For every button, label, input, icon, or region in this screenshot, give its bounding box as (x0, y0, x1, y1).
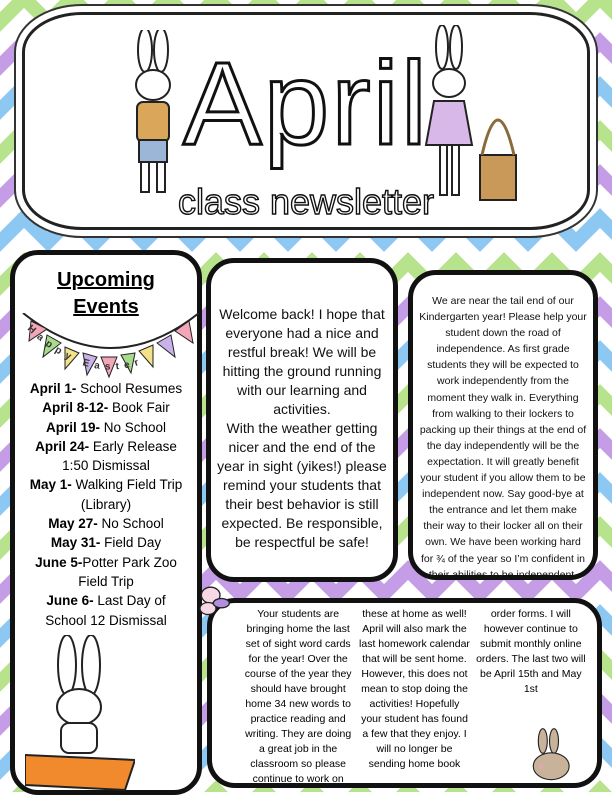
event-item: April 24- Early Release 1:50 Dismissal (35, 438, 177, 474)
newsletter-subtitle: class newsletter (177, 181, 435, 222)
event-item: April 19- No School (45, 419, 167, 435)
behavior-text: With the weather getting nicer and the end of the year in sight (yikes!) please remind your students that their best behavior is still expected. Be responsible, be respectful be safe! (217, 420, 387, 550)
welcome-box (206, 258, 398, 582)
sight-words-col2: these at home as well! April will also mark the last homework calendar that will be sent home. However, this does not mean to stop doing the activities! Hopefully your student has found a few that they enjoy. I will no longer be sending home book (359, 608, 470, 770)
girl-bunny-illustration (420, 25, 540, 215)
event-item: May 1- Walking Field Trip (Library) (29, 477, 183, 512)
boy-bunny-illustration (113, 30, 193, 205)
events-heading-line2: Events (73, 296, 139, 318)
butterfly-illustration (196, 583, 236, 620)
event-item: April 1- School Resumes (29, 381, 183, 396)
independence-text: We are near the tail end of our Kindergarten year! Please help your student down the road of independence. As first grade students they will be expected to work independently from the moment they walk in. Everything from walking to their lockers to packing up their things at the end of the day independently will be the expectation. It will greatly benefit your student if you allow them to be independent now. Say good-bye at the entrance and let them make their way to their locker all on their own. We have been working hard for ¾ of the year so I’m confident in their abilities to be independent. (419, 295, 587, 581)
happy-easter-banner (21, 313, 201, 383)
event-item: May 27- No School (48, 516, 164, 532)
sight-words-col3: order forms. I will however continue to submit monthly online orders. The last two will be April 15th and May 1st (476, 608, 586, 695)
brown-bunny-illustration (517, 727, 577, 783)
sight-words-box (207, 598, 602, 788)
upcoming-events-box (10, 250, 202, 795)
independence-box (408, 270, 598, 580)
newsletter-header (22, 12, 590, 230)
welcome-text: Welcome back! I hope that everyone had a nice and restful break! We will be hitting the ground running with our learning and activities. (219, 306, 385, 417)
newsletter-title: April (182, 38, 430, 170)
sight-words-col1: Your students are bringing home the last set of sight word cards for the year! Over the course of the year they should have brought home 34 new words to practice reading and writing. They are doing a great job in the classroom so please continue to work on (244, 608, 352, 785)
banner-text: Happy Easter (24, 323, 146, 373)
event-item: May 31- Field Day (50, 535, 162, 551)
event-item: June 6- Last Day of School 12 Dismissal (45, 593, 167, 628)
bunny-carrot-illustration (25, 635, 135, 795)
event-item: April 8-12- Book Fair (42, 400, 170, 416)
events-heading-line1: Upcoming (57, 269, 155, 291)
event-item: June 5-Potter Park Zoo Field Trip (35, 554, 177, 589)
